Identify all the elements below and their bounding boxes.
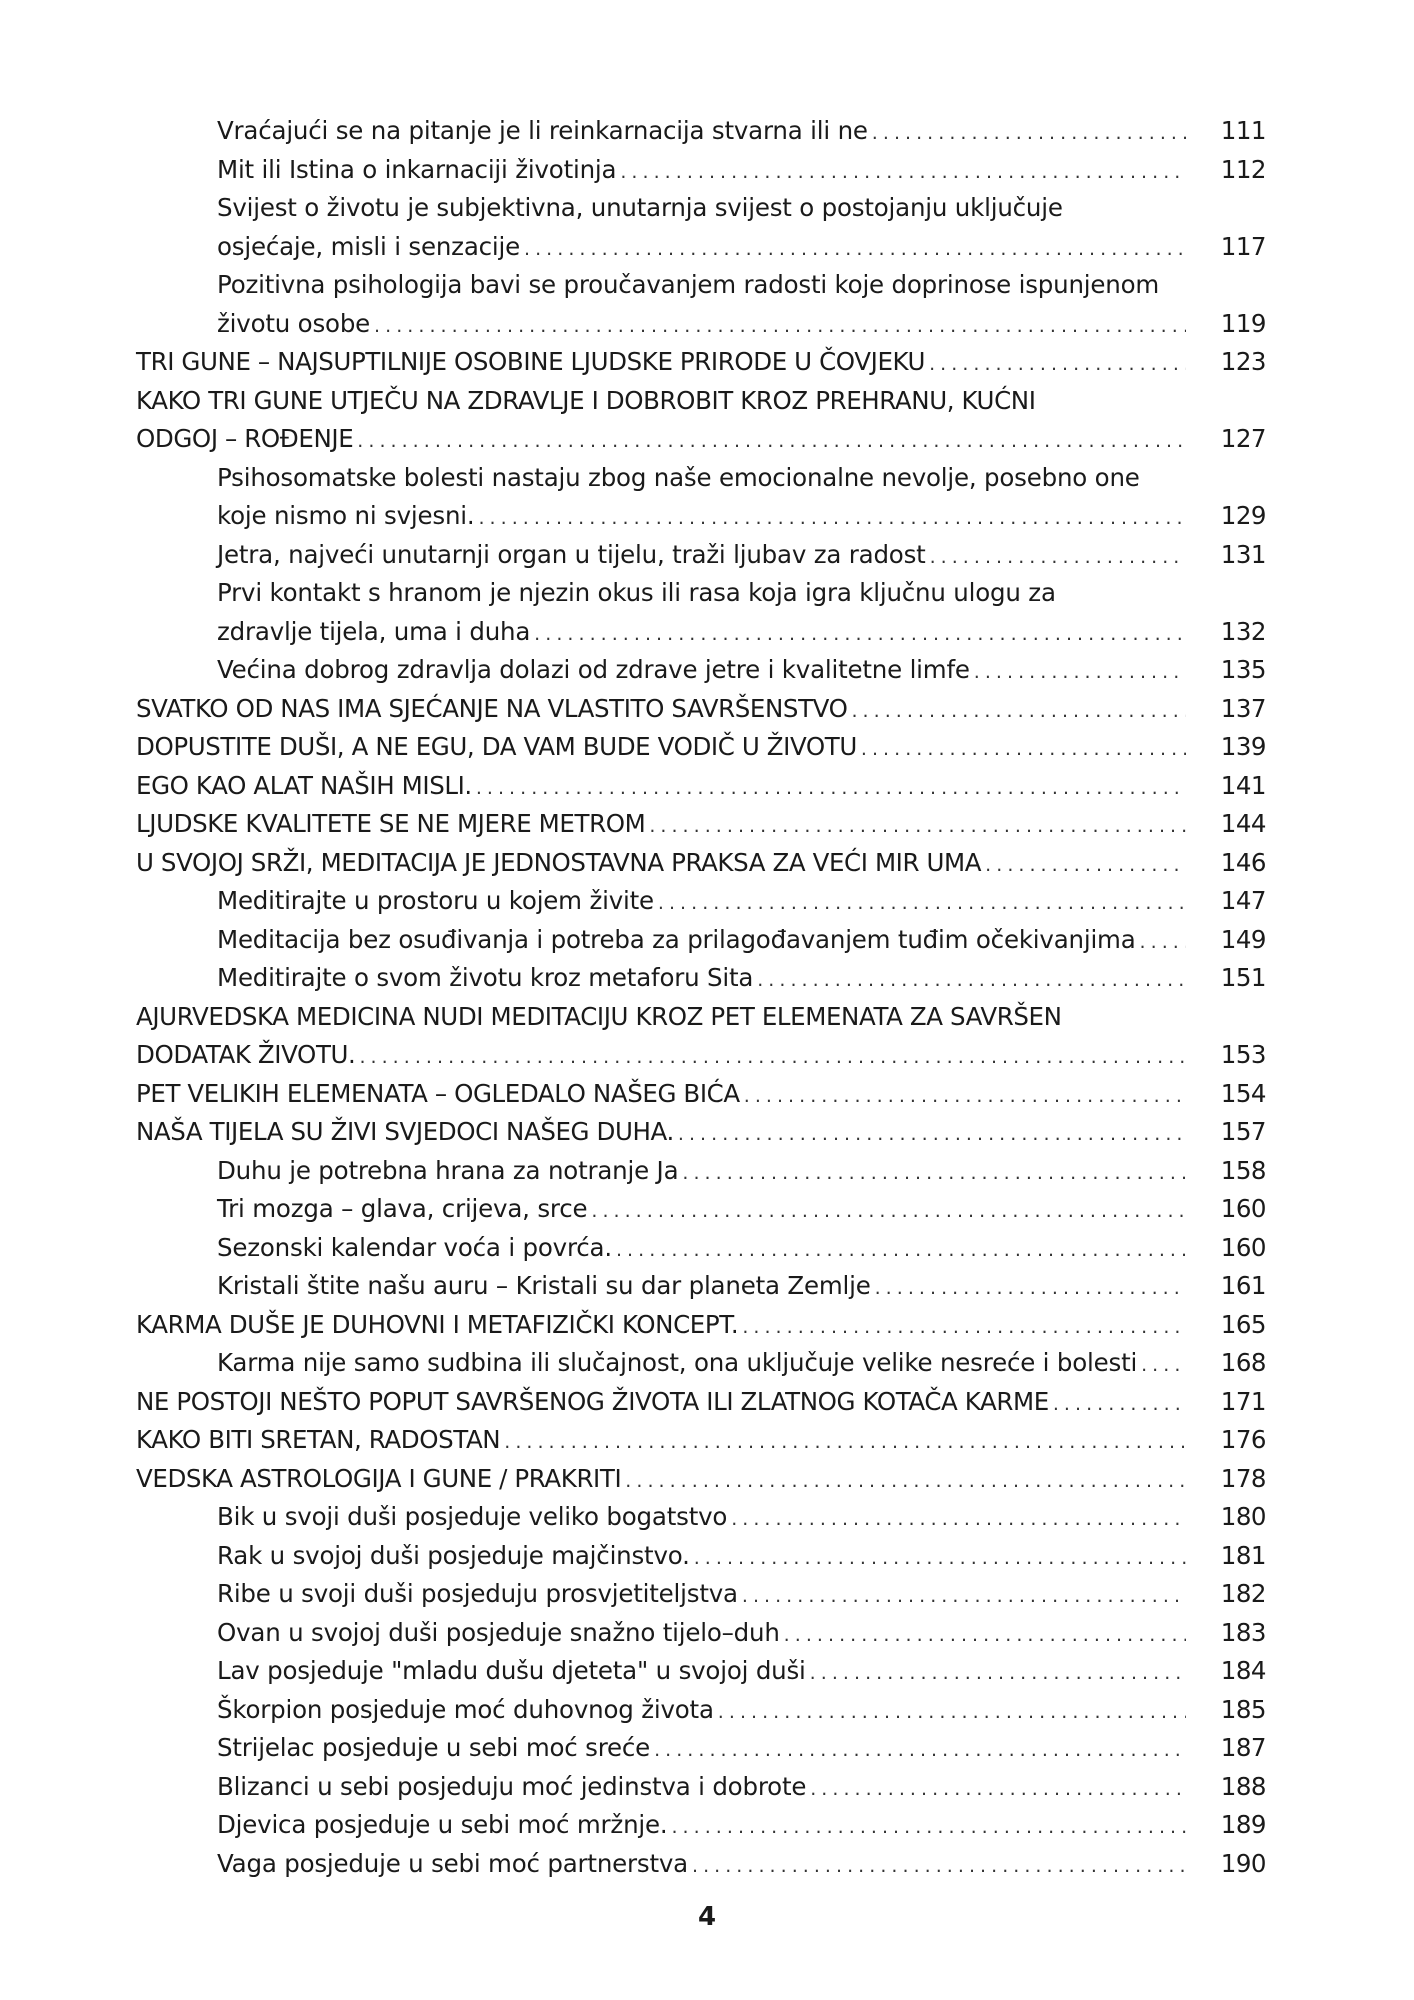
toc-entry-line xyxy=(0,1460,1414,1499)
toc-entry-title: Psihosomatske bolesti nastaju zbog naše emocionalne nevolje, posebno one xyxy=(217,462,1140,492)
toc-entry xyxy=(0,1421,1414,1460)
toc-entry-line xyxy=(0,1652,1414,1691)
toc-entry-page: 119 xyxy=(1220,308,1266,338)
toc-entry-title: Ovan u svojoj duši posjeduje snažno tijelo–duh xyxy=(217,1614,784,1653)
toc-entry-title: LJUDSKE KVALITETE SE NE MJERE METROM xyxy=(136,805,649,844)
toc-entry-page: 144 xyxy=(1220,809,1266,838)
toc-entry-page: 132 xyxy=(1220,616,1266,646)
toc-entry-line xyxy=(0,151,1414,190)
dot-leader xyxy=(784,1616,1186,1655)
toc-entry-title: Većina dobrog zdravlja dolazi od zdrave jetre i kvalitetne limfe xyxy=(217,651,974,690)
toc-entry xyxy=(0,805,1414,844)
dot-leader xyxy=(929,345,1186,384)
toc-entry-line xyxy=(0,574,1414,613)
toc-entry xyxy=(0,1729,1414,1768)
toc-entry-page: 180 xyxy=(1220,1502,1266,1531)
toc-entry-page: 185 xyxy=(1220,1694,1266,1724)
toc-entry-title: PET VELIKIH ELEMENATA – OGLEDALO NAŠEG BIĆA xyxy=(136,1075,744,1114)
toc-entry-page: 141 xyxy=(1220,770,1266,800)
dot-leader xyxy=(591,1192,1186,1231)
toc-entry-line xyxy=(0,1498,1414,1537)
toc-entry-title: Blizanci u sebi posjeduju moć jedinstva i dobrote xyxy=(217,1768,810,1807)
toc-entry-page: 178 xyxy=(1220,1463,1266,1493)
toc-entry-title: EGO KAO ALAT NAŠIH MISLI. xyxy=(136,767,476,806)
dot-leader xyxy=(478,499,1186,538)
dot-leader xyxy=(504,1423,1186,1462)
toc-entry xyxy=(0,844,1414,883)
toc-entry-title: ODGOJ – ROĐENJE xyxy=(136,420,357,459)
toc-entry-line xyxy=(0,1768,1414,1807)
toc-entry-title: Jetra, najveći unutarnji organ u tijelu, traži ljubav za radost xyxy=(217,536,930,575)
toc-entry-page: 111 xyxy=(1220,116,1266,145)
toc-entry xyxy=(0,959,1414,998)
toc-entry-page: 151 xyxy=(1220,963,1266,992)
toc-entry xyxy=(0,1806,1414,1845)
toc-entry-line xyxy=(0,112,1414,151)
toc-entry-page: 182 xyxy=(1220,1579,1266,1608)
toc-entry xyxy=(0,690,1414,729)
toc-entry xyxy=(0,1498,1414,1537)
toc-entry-page: 181 xyxy=(1220,1540,1266,1570)
toc-entry-page: 189 xyxy=(1220,1810,1266,1839)
toc-entry-title: Pozitivna psihologija bavi se proučavanjem radosti koje doprinose ispunjenom xyxy=(217,270,1160,299)
toc-entry xyxy=(0,1575,1414,1614)
toc-entry-page: 160 xyxy=(1220,1194,1266,1223)
toc-entry-page: 112 xyxy=(1220,154,1266,184)
toc-entry-line xyxy=(0,921,1414,960)
dot-leader xyxy=(1140,923,1186,962)
toc-entry-line xyxy=(0,651,1414,690)
dot-leader xyxy=(985,846,1186,885)
dot-leader xyxy=(692,1847,1186,1886)
toc-entry-title: VEDSKA ASTROLOGIJA I GUNE / PRAKRITI xyxy=(136,1460,625,1499)
toc-entry-line xyxy=(0,1344,1414,1383)
dot-leader xyxy=(524,230,1186,269)
toc-entry-page: 139 xyxy=(1220,732,1266,761)
toc-entry xyxy=(0,266,1414,343)
toc-entry-line xyxy=(0,844,1414,883)
toc-entry-line xyxy=(0,959,1414,998)
dot-leader xyxy=(374,307,1186,346)
toc-entry-title: Strijelac posjeduje u sebi moć sreće xyxy=(217,1729,654,1768)
toc-entry xyxy=(0,1152,1414,1191)
dot-leader xyxy=(861,730,1186,769)
toc-entry xyxy=(0,728,1414,767)
toc-entry-line xyxy=(0,1383,1414,1422)
toc-entry-page: 129 xyxy=(1220,501,1266,530)
toc-entry-line xyxy=(0,266,1414,305)
dot-leader xyxy=(1141,1346,1186,1385)
toc-entry-title: Djevica posjeduje u sebi moć mržnje. xyxy=(217,1806,671,1845)
dot-leader xyxy=(872,114,1186,153)
dot-leader xyxy=(671,1808,1186,1847)
toc-entry-page: 117 xyxy=(1220,231,1266,261)
toc-entry-line xyxy=(0,805,1414,844)
toc-entry-page: 176 xyxy=(1220,1425,1266,1454)
toc-entry-title: NAŠA TIJELA SU ŽIVI SVJEDOCI NAŠEG DUHA. xyxy=(136,1113,678,1152)
toc-entry-title: SVATKO OD NAS IMA SJEĆANJE NA VLASTITO SAVRŠENSTVO xyxy=(136,690,851,729)
toc-entry xyxy=(0,1113,1414,1152)
dot-leader xyxy=(534,615,1186,654)
toc-entry-title: zdravlje tijela, uma i duha xyxy=(217,613,534,652)
toc-entry-line xyxy=(0,343,1414,382)
toc-entry-page: 165 xyxy=(1220,1309,1266,1339)
dot-leader xyxy=(625,1462,1186,1501)
toc-entry xyxy=(0,1344,1414,1383)
toc-entry-title: koje nismo ni svjesni. xyxy=(217,497,478,536)
toc-entry-line xyxy=(0,420,1414,459)
toc-entry xyxy=(0,998,1414,1075)
toc-entry xyxy=(0,1460,1414,1499)
toc-entry xyxy=(0,1383,1414,1422)
dot-leader xyxy=(742,1577,1186,1616)
toc-entry-page: 127 xyxy=(1220,424,1266,453)
toc-entry-title: NE POSTOJI NEŠTO POPUT SAVRŠENOG ŽIVOTA ILI ZLATNOG KOTAČA KARME xyxy=(136,1383,1053,1422)
toc-entry-page: 190 xyxy=(1220,1848,1266,1878)
toc-entry-line xyxy=(0,1075,1414,1114)
toc-entry-title: osjećaje, misli i senzacije xyxy=(217,228,524,267)
toc-entry-title: Tri mozga – glava, crijeva, srce xyxy=(217,1190,591,1229)
toc-entry-title: TRI GUNE – NAJSUPTILNIJE OSOBINE LJUDSKE PRIRODE U ČOVJEKU xyxy=(136,343,929,382)
toc-entry xyxy=(0,921,1414,960)
toc-entry-title: KAKO TRI GUNE UTJEČU NA ZDRAVLJE I DOBROBIT KROZ PREHRANU, KUĆNI xyxy=(136,385,1036,415)
toc-entry xyxy=(0,1075,1414,1114)
table-of-contents xyxy=(0,112,1414,1883)
dot-leader xyxy=(851,692,1186,731)
toc-entry-title: Meditirajte u prostoru u kojem živite xyxy=(217,882,658,921)
dot-leader xyxy=(620,153,1186,192)
toc-entry-title: DOPUSTITE DUŠI, A NE EGU, DA VAM BUDE VODIČ U ŽIVOTU xyxy=(136,728,861,767)
toc-entry-page: 160 xyxy=(1220,1232,1266,1262)
toc-entry-line xyxy=(0,1113,1414,1152)
toc-entry xyxy=(0,1190,1414,1229)
toc-entry-page: 146 xyxy=(1220,847,1266,877)
toc-entry-line xyxy=(0,1845,1414,1884)
toc-entry-line xyxy=(0,998,1414,1037)
toc-entry-title: Rak u svojoj duši posjeduje majčinstvo. xyxy=(217,1537,694,1576)
toc-entry-page: 135 xyxy=(1220,655,1266,684)
dot-leader xyxy=(731,1500,1186,1539)
toc-entry xyxy=(0,1537,1414,1576)
toc-entry xyxy=(0,1306,1414,1345)
toc-entry-title: Meditirajte o svom životu kroz metaforu Sita xyxy=(217,959,757,998)
toc-entry-title: KARMA DUŠE JE DUHOVNI I METAFIZIČKI KONCEPT. xyxy=(136,1306,742,1345)
toc-entry-line xyxy=(0,613,1414,652)
toc-entry xyxy=(0,767,1414,806)
toc-entry xyxy=(0,1229,1414,1268)
toc-entry-title: U SVOJOJ SRŽI, MEDITACIJA JE JEDNOSTAVNA PRAKSA ZA VEĆI MIR UMA xyxy=(136,844,985,883)
dot-leader xyxy=(654,1731,1186,1770)
toc-entry xyxy=(0,1691,1414,1730)
toc-entry xyxy=(0,343,1414,382)
toc-entry xyxy=(0,1614,1414,1653)
dot-leader xyxy=(359,1038,1186,1077)
dot-leader xyxy=(1053,1385,1186,1424)
toc-entry-line xyxy=(0,1729,1414,1768)
toc-entry-line xyxy=(0,767,1414,806)
toc-entry xyxy=(0,1267,1414,1306)
toc-entry-title: Vaga posjeduje u sebi moć partnerstva xyxy=(217,1845,692,1884)
page-number: 4 xyxy=(697,1902,717,1932)
toc-entry-line xyxy=(0,189,1414,228)
dot-leader xyxy=(476,769,1186,808)
dot-leader xyxy=(757,961,1186,1000)
toc-entry-line xyxy=(0,1691,1414,1730)
toc-entry-line xyxy=(0,1036,1414,1075)
dot-leader xyxy=(694,1539,1186,1578)
toc-entry xyxy=(0,536,1414,575)
toc-entry-page: 184 xyxy=(1220,1656,1266,1685)
toc-entry-title: Svijest o životu je subjektivna, unutarnja svijest o postojanju uključuje xyxy=(217,193,1063,222)
toc-entry-page: 161 xyxy=(1220,1271,1266,1300)
toc-entry-line xyxy=(0,1190,1414,1229)
dot-leader xyxy=(930,538,1186,577)
dot-leader xyxy=(810,1770,1186,1809)
toc-entry-line xyxy=(0,1152,1414,1191)
toc-entry-page: 168 xyxy=(1220,1348,1266,1377)
toc-entry-title: Prvi kontakt s hranom je njezin okus ili rasa koja igra ključnu ulogu za xyxy=(217,578,1056,607)
toc-entry-line xyxy=(0,459,1414,498)
dot-leader xyxy=(744,1077,1186,1116)
toc-entry-line xyxy=(0,1614,1414,1653)
toc-entry-page: 157 xyxy=(1220,1117,1266,1146)
toc-entry-title: Vraćajući se na pitanje je li reinkarnacija stvarna ili ne xyxy=(217,112,872,151)
toc-entry xyxy=(0,1845,1414,1884)
dot-leader xyxy=(742,1308,1186,1347)
toc-entry-title: Ribe u svoji duši posjeduju prosvjetiteljstva xyxy=(217,1575,742,1614)
dot-leader xyxy=(974,653,1186,692)
toc-entry-line xyxy=(0,1575,1414,1614)
toc-entry xyxy=(0,574,1414,651)
toc-entry-title: DODATAK ŽIVOTU. xyxy=(136,1036,359,1075)
toc-entry xyxy=(0,651,1414,690)
toc-entry xyxy=(0,151,1414,190)
toc-entry-page: 137 xyxy=(1220,693,1266,723)
toc-entry-line xyxy=(0,1229,1414,1268)
toc-entry-line xyxy=(0,1421,1414,1460)
dot-leader xyxy=(649,807,1186,846)
toc-entry xyxy=(0,882,1414,921)
toc-entry-title: Lav posjeduje "mladu dušu djeteta" u svojoj duši xyxy=(217,1652,810,1691)
toc-entry-title: KAKO BITI SRETAN, RADOSTAN xyxy=(136,1421,504,1460)
toc-entry-page: 149 xyxy=(1220,924,1266,954)
toc-entry-title: Škorpion posjeduje moć duhovnog života xyxy=(217,1691,718,1730)
toc-entry-title: Mit ili Istina o inkarnaciji životinja xyxy=(217,151,620,190)
dot-leader xyxy=(658,884,1186,923)
toc-entry-line xyxy=(0,228,1414,267)
toc-entry-page: 123 xyxy=(1220,347,1266,376)
toc-entry-line xyxy=(0,1306,1414,1345)
toc-entry xyxy=(0,382,1414,459)
toc-entry-title: Kristali štite našu auru – Kristali su dar planeta Zemlje xyxy=(217,1267,875,1306)
toc-entry-page: 154 xyxy=(1220,1078,1266,1108)
toc-entry-page: 158 xyxy=(1220,1155,1266,1185)
toc-entry-line xyxy=(0,305,1414,344)
toc-entry-page: 131 xyxy=(1220,539,1266,569)
toc-entry-page: 153 xyxy=(1220,1040,1266,1069)
toc-entry-page: 147 xyxy=(1220,886,1266,915)
dot-leader xyxy=(718,1693,1186,1732)
toc-entry-line xyxy=(0,728,1414,767)
toc-entry xyxy=(0,112,1414,151)
toc-entry xyxy=(0,1652,1414,1691)
dot-leader xyxy=(678,1115,1186,1154)
toc-entry-page: 187 xyxy=(1220,1733,1266,1762)
toc-entry xyxy=(0,189,1414,266)
toc-entry-title: Sezonski kalendar voća i povrća. xyxy=(217,1229,616,1268)
toc-entry-page: 171 xyxy=(1220,1386,1266,1416)
toc-entry-line xyxy=(0,1267,1414,1306)
toc-entry-title: Karma nije samo sudbina ili slučajnost, ona uključuje velike nesreće i bolesti xyxy=(217,1344,1141,1383)
dot-leader xyxy=(357,422,1186,461)
toc-entry-line xyxy=(0,1806,1414,1845)
dot-leader xyxy=(810,1654,1186,1693)
toc-entry-title: Duhu je potrebna hrana za notranje Ja xyxy=(217,1152,682,1191)
toc-entry xyxy=(0,459,1414,536)
toc-entry-page: 188 xyxy=(1220,1771,1266,1801)
toc-entry-line xyxy=(0,382,1414,421)
toc-entry-title: AJURVEDSKA MEDICINA NUDI MEDITACIJU KROZ PET ELEMENATA ZA SAVRŠEN xyxy=(136,1001,1062,1031)
toc-entry xyxy=(0,1768,1414,1807)
toc-entry-line xyxy=(0,1537,1414,1576)
toc-entry-title: životu osobe xyxy=(217,305,374,344)
toc-entry-title: Bik u svoji duši posjeduje veliko bogatstvo xyxy=(217,1498,731,1537)
toc-entry-title: Meditacija bez osuđivanja i potreba za prilagođavanjem tuđim očekivanjima xyxy=(217,921,1140,960)
toc-entry-line xyxy=(0,497,1414,536)
toc-entry-line xyxy=(0,536,1414,575)
dot-leader xyxy=(682,1154,1186,1193)
dot-leader xyxy=(875,1269,1186,1308)
toc-entry-line xyxy=(0,690,1414,729)
toc-entry-page: 183 xyxy=(1220,1617,1266,1647)
dot-leader xyxy=(616,1231,1186,1270)
toc-entry-line xyxy=(0,882,1414,921)
